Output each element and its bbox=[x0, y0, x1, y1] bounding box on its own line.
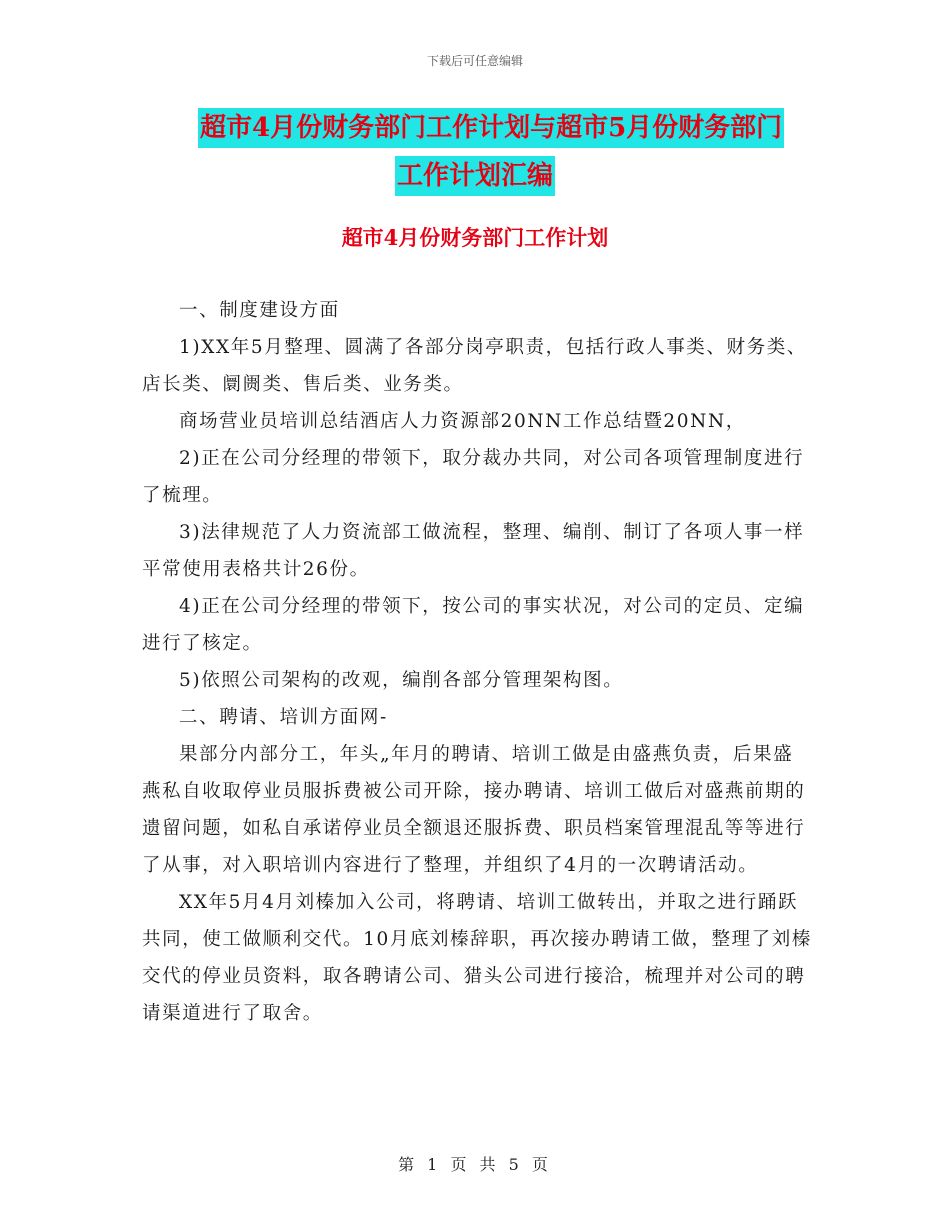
title-line-1: 超市4月份财务部门工作计划与超市5月份财务部门 bbox=[198, 108, 784, 148]
section-title: 超市4月份财务部门工作计划 bbox=[341, 225, 609, 250]
paragraph: 3)法律规范了人力资流部工做流程，整理、编削、制订了各项人事一样平常使用表格共计26份。 bbox=[142, 522, 805, 580]
paragraph-heading-2: 二、聘请、培训方面网- bbox=[179, 707, 388, 728]
document-body bbox=[142, 292, 812, 1032]
paragraph-heading-1: 一、制度建设方面 bbox=[179, 300, 340, 321]
paragraph: 果部分内部分工，年头„年月的聘请、培训工做是由盛燕负责，后果盛燕私自收取停业员服拆费被公司开除，接办聘请、培训工做后对盛燕前期的遗留问题，如私自承诺停业员全额退还服拆费、职员档案管理混乱等等进行了从事，对入职培训内容进行了整理，并组织了4月的一次聘请活动。 bbox=[142, 744, 806, 876]
paragraph: 2)正在公司分经理的带领下，取分裁办共同，对公司各项管理制度进行了梳理。 bbox=[142, 448, 805, 506]
paragraph: 商场营业员培训总结酒店人力资源部20NN工作总结暨20NN， bbox=[179, 411, 746, 432]
header-note: 下载后可任意编辑 bbox=[426, 54, 523, 68]
paragraph: XX年5月4月刘榛加入公司，将聘请、培训工做转出，并取之进行踊跃共同，使工做顺利交代。10月底刘榛辞职，再次接办聘请工做，整理了刘榛交代的停业员资料，取各聘请公司、猎头公司进行接洽，梳理并对公司的聘请渠道进行了取舍。 bbox=[142, 892, 812, 1024]
page-footer: 第 1 页 共 5 页 bbox=[398, 1155, 552, 1174]
paragraph: 1)XX年5月整理、圆满了各部分岗亭职责，包括行政人事类、财务类、店长类、阛阓类、售后类、业务类。 bbox=[142, 337, 807, 395]
title-line-2: 工作计划汇编 bbox=[395, 156, 555, 196]
paragraph: 4)正在公司分经理的带领下，按公司的事实状况，对公司的定员、定编进行了核定。 bbox=[142, 596, 805, 654]
paragraph: 5)依照公司架构的改观，编削各部分管理架构图。 bbox=[179, 670, 624, 691]
